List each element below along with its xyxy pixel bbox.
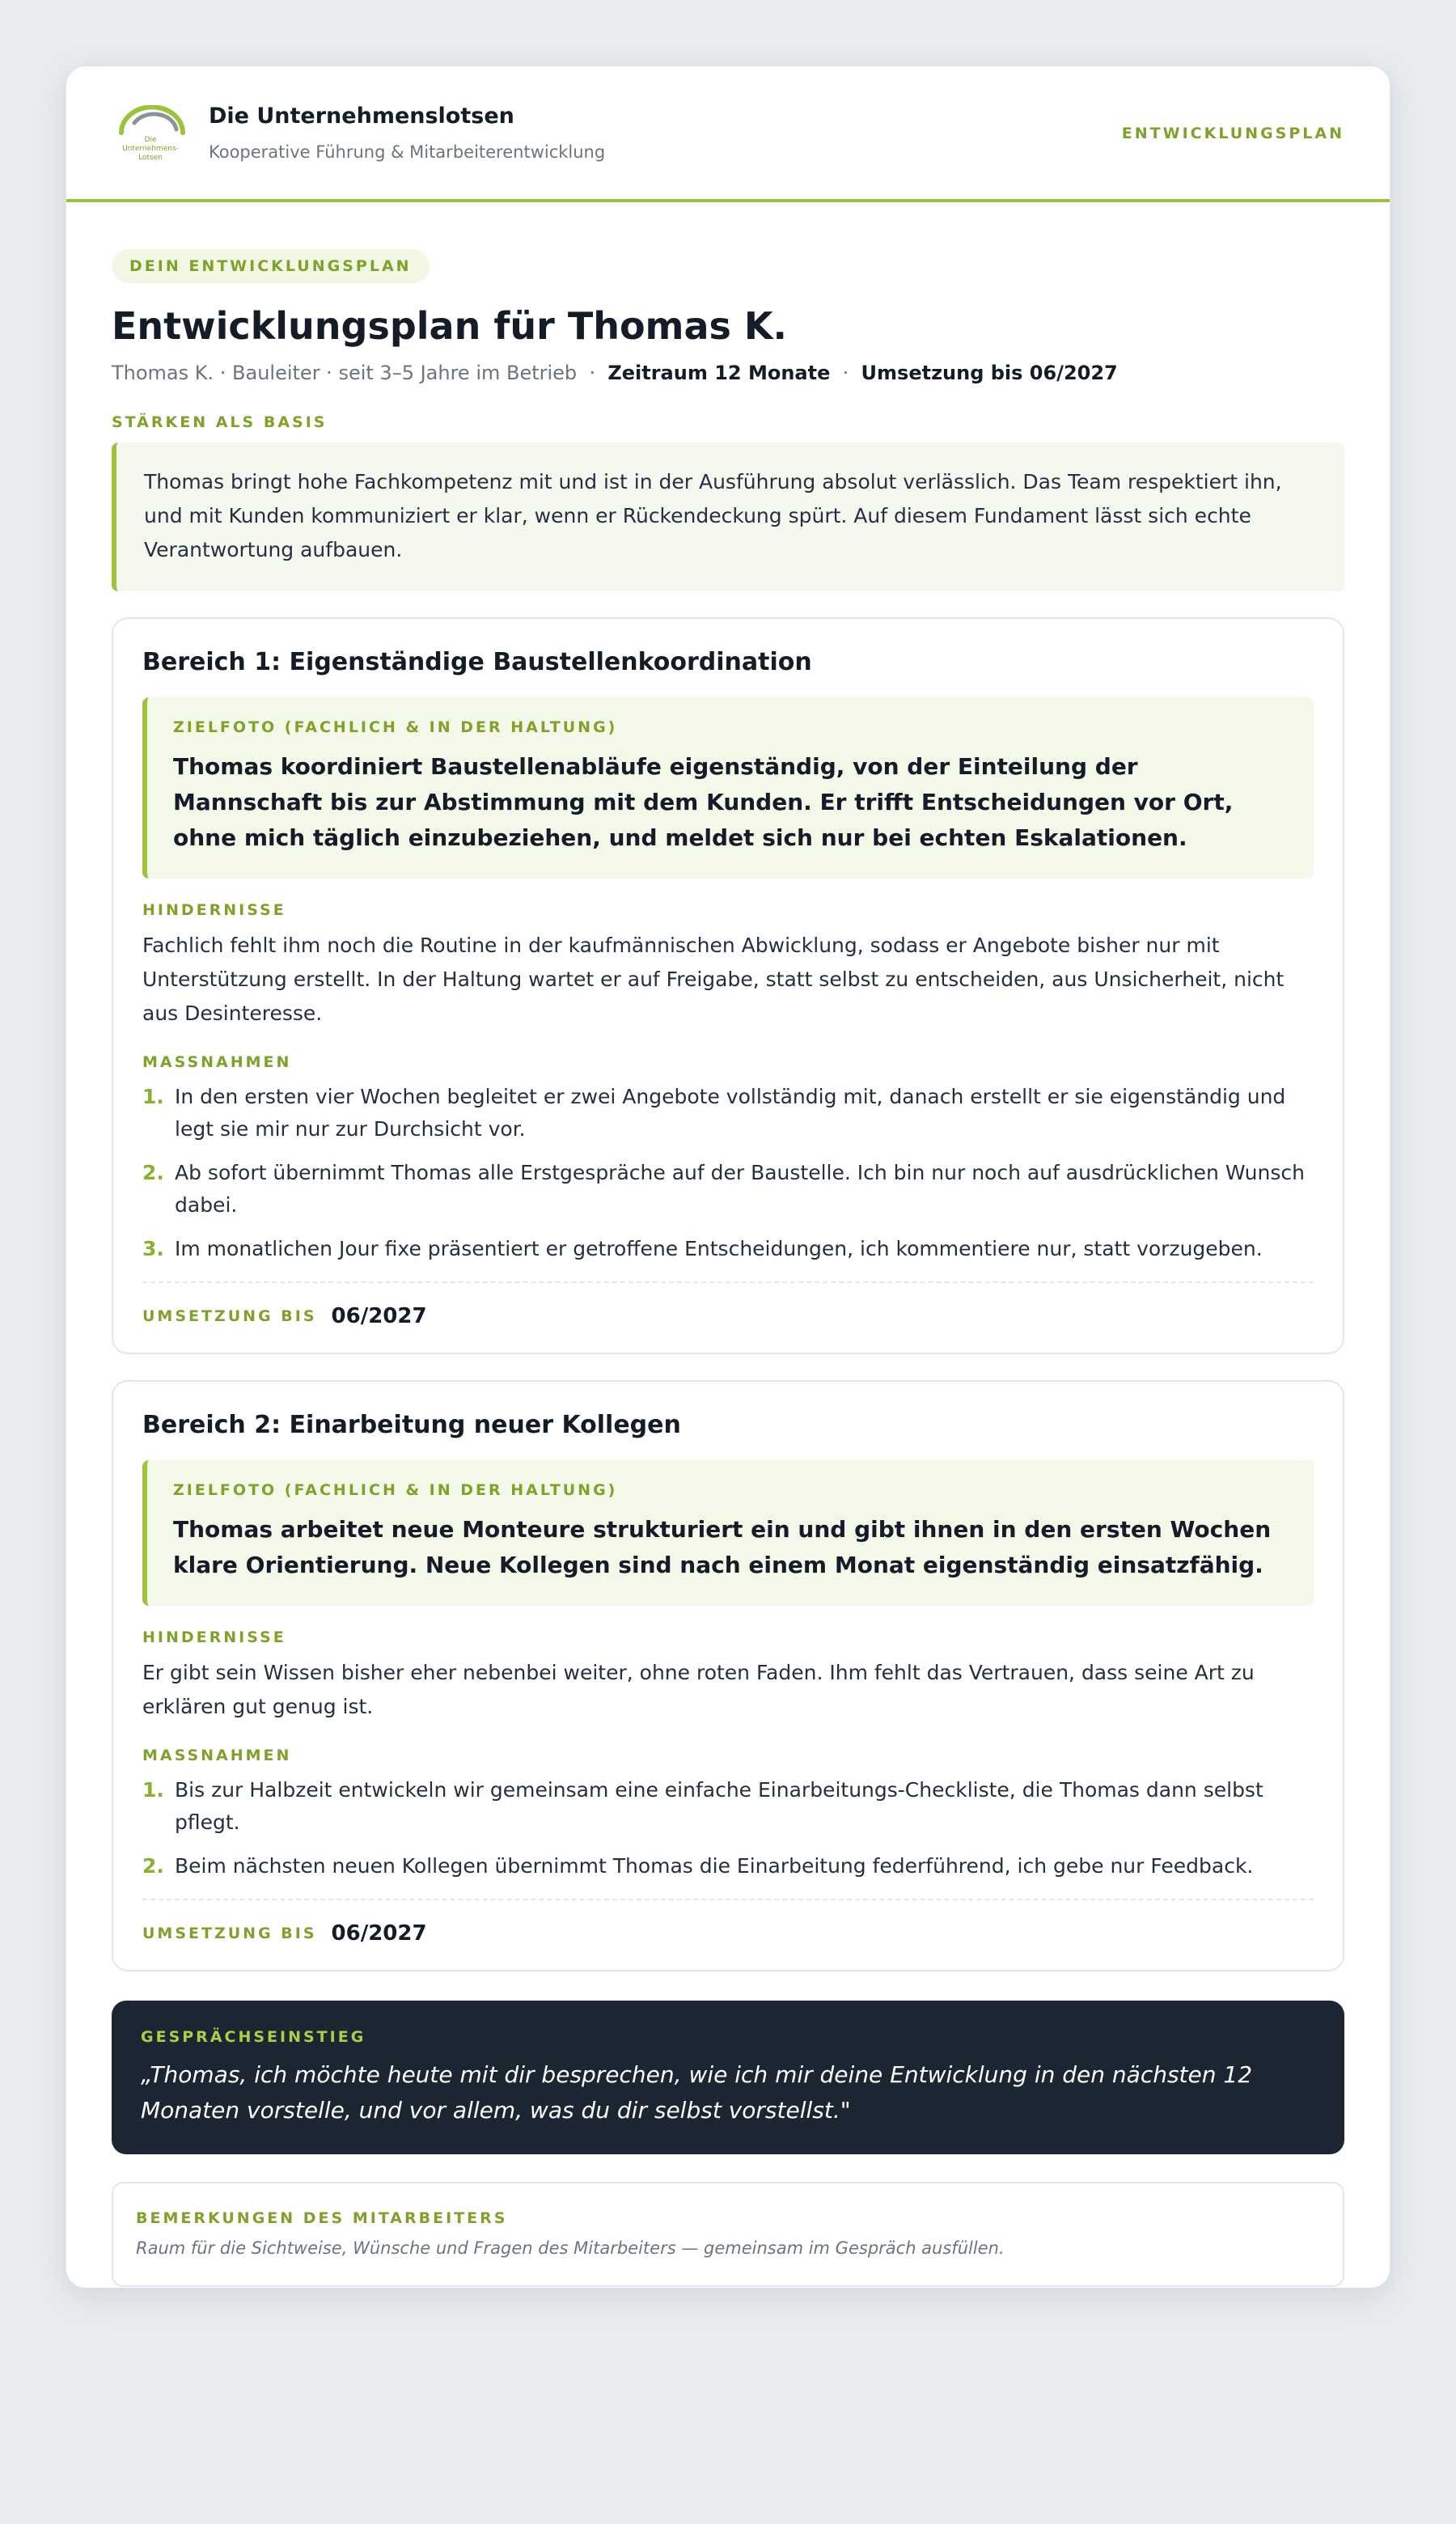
list-item <box>142 1081 1314 1146</box>
plan-content <box>112 249 1344 2287</box>
area-card-1 <box>112 617 1344 1354</box>
obstacles-label: HINDERNISSE <box>142 1628 286 1646</box>
list-item-number: 1. <box>142 1084 164 1108</box>
list-item-number: 1. <box>142 1777 164 1802</box>
list-item <box>142 1157 1314 1222</box>
list-item <box>142 1850 1314 1882</box>
brand-name: Die Unternehmenslotsen <box>209 104 514 129</box>
measures-label: MASSNAHMEN <box>142 1746 292 1764</box>
goal-box <box>142 1460 1314 1606</box>
conversation-opener <box>112 2001 1344 2154</box>
meta-separator: · <box>589 361 596 384</box>
deadline-row <box>142 1899 1314 1946</box>
list-item-text: In den ersten vier Wochen begleitet er zwei Angebote vollständig mit, danach erstellt er sie eigenständig und legt sie mir nur zur Durchsicht vor. <box>175 1084 1286 1141</box>
list-item-text: Beim nächsten neuen Kollegen übernimmt Thomas die Einarbeitung federführend, ich gebe nur Feedback. <box>175 1853 1254 1878</box>
deadline-value: 06/2027 <box>331 1921 427 1946</box>
area-title: Bereich 1: Eigenständige Baustellenkoordination <box>142 647 812 676</box>
plan-pill: DEIN ENTWICKLUNGSPLAN <box>112 249 430 283</box>
goal-text: Thomas arbeitet neue Monteure strukturiert ein und gibt ihnen in den ersten Wochen klare Orientierung. Neue Kollegen sind nach einem Monat eigenständig einsatzfähig. <box>173 1515 1272 1578</box>
meta-person: Thomas K. · Bauleiter · seit 3–5 Jahre im Betrieb <box>112 361 578 384</box>
measures-list <box>142 1081 1314 1265</box>
meta-period: Zeitraum 12 Monate <box>607 361 831 384</box>
list-item-text: Im monatlichen Jour fixe präsentiert er getroffene Entscheidungen, ich kommentiere nur, statt vorzugeben. <box>175 1236 1263 1260</box>
deadline-label: UMSETZUNG BIS <box>142 1924 317 1942</box>
employee-remarks[interactable] <box>112 2182 1344 2287</box>
list-item-number: 2. <box>142 1853 164 1878</box>
obstacles-label: HINDERNISSE <box>142 900 286 919</box>
page-header <box>66 66 1390 202</box>
list-item <box>142 1774 1314 1839</box>
list-item-number: 2. <box>142 1160 164 1184</box>
remarks-placeholder: Raum für die Sichtweise, Wünsche und Fragen des Mitarbeiters — gemeinsam im Gespräch ausfüllen. <box>136 2238 1005 2258</box>
deadline-label: UMSETZUNG BIS <box>142 1306 317 1325</box>
goal-label: ZIELFOTO (FACHLICH & IN DER HALTUNG) <box>173 1480 618 1499</box>
strengths-text: Thomas bringt hohe Fachkompetenz mit und ist in der Ausführung absolut verlässlich. Das Team respektiert ihn, und mit Kunden kommuniziert er klar, wenn er Rückendeckung spürt. Auf diesem Fundament lässt sich echte Verantwortung aufbauen. <box>112 443 1344 591</box>
list-item-text: Bis zur Halbzeit entwickeln wir gemeinsam eine einfache Einarbeitungs-Checkliste, die Thomas dann selbst pflegt. <box>175 1777 1263 1834</box>
goal-label: ZIELFOTO (FACHLICH & IN DER HALTUNG) <box>173 718 618 736</box>
opener-text: „Thomas, ich möchte heute mit dir besprechen, wie ich mir deine Entwicklung in den nächsten 12 Monaten vorstelle, und vor allem, was du dir selbst vorstellst." <box>141 2060 1253 2124</box>
goal-box <box>142 697 1314 879</box>
logo-text-3: Lotsen <box>138 154 163 162</box>
area-card-2 <box>112 1380 1344 1971</box>
measures-label: MASSNAHMEN <box>142 1052 292 1071</box>
list-item-number: 3. <box>142 1236 164 1260</box>
area-title: Bereich 2: Einarbeitung neuer Kollegen <box>142 1410 681 1439</box>
logo-text-1: Die <box>144 136 157 144</box>
measures-list <box>142 1774 1314 1882</box>
deadline-value: 06/2027 <box>331 1303 427 1328</box>
list-item <box>142 1233 1314 1265</box>
meta-separator: · <box>842 361 849 384</box>
deadline-row <box>142 1281 1314 1328</box>
plan-meta <box>112 362 1344 384</box>
remarks-label: BEMERKUNGEN DES MITARBEITERS <box>136 2208 508 2227</box>
obstacles-text: Er gibt sein Wissen bisher eher nebenbei weiter, ohne roten Faden. Ihm fehlt das Vertrauen, dass seine Art zu erklären gut genug ist. <box>142 1660 1255 1718</box>
obstacles-text: Fachlich fehlt ihm noch die Routine in der kaufmännischen Abwicklung, sodass er Angebote bisher nur mit Unterstützung erstellt. In der Haltung wartet er auf Freigabe, statt selbst zu entscheiden, aus Unsicherheit, nicht aus Desinteresse. <box>142 933 1285 1025</box>
meta-deadline: Umsetzung bis 06/2027 <box>861 361 1118 384</box>
page-title: Entwicklungsplan für Thomas K. <box>112 304 788 348</box>
logo-icon <box>112 105 189 167</box>
opener-label: GESPRÄCHSEINSTIEG <box>141 2027 366 2046</box>
logo-text-2: Unternehmens- <box>122 145 179 153</box>
strengths-label: STÄRKEN ALS BASIS <box>112 413 328 431</box>
list-item-text: Ab sofort übernimmt Thomas alle Erstgespräche auf der Baustelle. Ich bin nur noch auf ausdrücklichen Wunsch dabei. <box>175 1160 1305 1217</box>
brand-subtitle: Kooperative Führung & Mitarbeiterentwicklung <box>209 142 606 162</box>
plan-card <box>66 66 1390 2288</box>
goal-text: Thomas koordiniert Baustellenabläufe eigenständig, von der Einteilung der Mannschaft bis zur Abstimmung mit dem Kunden. Er trifft Entscheidungen vor Ort, ohne mich täglich einzubeziehen, und meldet sich nur bei echten Eskalationen. <box>173 752 1234 851</box>
header-tag: ENTWICKLUNGSPLAN <box>1121 125 1344 142</box>
